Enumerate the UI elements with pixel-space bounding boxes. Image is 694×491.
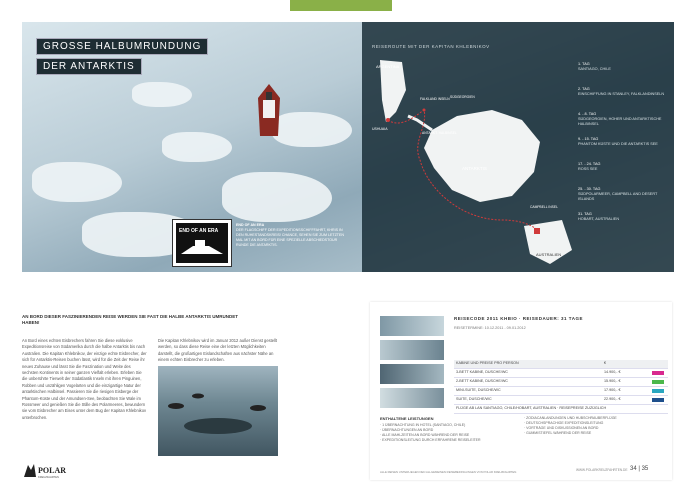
itinerary-day: 25. - 30. TAG: [578, 187, 601, 191]
campbell-marker: [534, 228, 540, 234]
itinerary-text: HOBART, AUSTRALIEN: [578, 217, 620, 221]
itinerary-text: SANTIAGO, CHILE: [578, 67, 611, 71]
itinerary-day: 9. - 15. TAG: [578, 137, 599, 141]
promo-description: DER FLAGSCHIFF DER EXPEDITIONSSCHIFFFAHRT, KHRIS IN DEN RUHESTANDSKREIS! CHANCE, SEHEN SIE ZUM LETZTEN MAL MIT AN BORD FÜR EINE SPEZIELLE ABSCHIEDSTOUR RUNDE DIE ANTARKTIS.: [236, 228, 344, 247]
price-row: [454, 369, 668, 378]
included-item: · ZODIACANLANDUNGEN UND HUBSCHRAUBERFLÜGE: [524, 416, 617, 420]
itinerary-stop: [578, 137, 668, 147]
price-color-swatch: [652, 389, 664, 393]
article-body-col2: Die Kapitan Khlebnikov wird im Januar 2012 außer Dienst gestellt werden, so dass diese Reise eine der letzten Möglichkeiten darstellt, die großartigen Eislandschaften aus nächster Nähe an einem echten Eisbrecher zu erleben.: [158, 338, 278, 363]
thumb-photo-1: [380, 316, 444, 336]
price-table: [454, 360, 668, 414]
price-value: 22.900,- €: [604, 397, 621, 401]
label-argentina: ARGENTINA: [376, 64, 400, 69]
itinerary-text: EINSCHIFFUNG IN STANLEY, FALKLANDINSELN: [578, 92, 665, 96]
route-map: [362, 50, 572, 270]
itinerary-stop: [578, 212, 668, 222]
itinerary-day: 1. TAG: [578, 62, 590, 66]
price-cabin: SUITE, DUSCHE/WC: [456, 397, 492, 401]
included-list-right: [524, 416, 664, 436]
article-lead: AN BORD DIESER FASZINIERENDEN REISE WERDEN SIE FAST DIE HALBE ANTARKTIS UMRUNDET HABEN!: [22, 314, 239, 325]
whale-photo: [158, 366, 278, 456]
itinerary-text: SÜDGEORGIEN, HOHER UND ANTARKTISCHE HALBINSEL: [578, 117, 662, 126]
included-list-left: [380, 423, 520, 443]
hero-title-line-2: DER ANTARKTIS: [36, 58, 142, 75]
price-table-header: [454, 360, 668, 369]
label-peninsula: ANTARKT. HALBINSEL: [422, 131, 457, 135]
price-row: [454, 396, 668, 405]
itinerary-stop: [578, 112, 668, 127]
logo-text: POLAR: [38, 466, 66, 475]
label-campbell: CAMPBELL INSEL: [530, 205, 558, 209]
hero-title: [36, 38, 208, 78]
price-row: [454, 387, 668, 396]
hero-title-line-1: GROSSE HALBUMRUNDUNG: [36, 38, 208, 55]
booking-card: [370, 302, 672, 480]
falklands-marker: [423, 109, 426, 112]
label-ushuaia: USHUAIA: [372, 127, 388, 131]
footnote: ALLE REISEN UNTERLIEGEN DEN ALLGEMEINEN REISEBEDINGUNGEN VON POLAR KREUZFAHRTEN.: [380, 470, 518, 474]
itinerary-text: PHANTOM KÜSTE UND DIE ANTARKTIS SEE: [578, 142, 658, 146]
included-item: · DEUTSCHSPRACHIGE EXPEDITIONSLEITUNG: [524, 421, 604, 425]
label-australien: AUSTRALIEN: [536, 252, 562, 257]
itinerary-stop: [578, 62, 668, 72]
included-item: · GUMMISTIEFEL WÄHREND DER REISE: [524, 431, 592, 435]
price-footer: FLÜGE AB LAN SANTIAGO, CHILE/HOBART, AUSTRALIEN · REISEPREISE ZUZÜGLICH: [456, 406, 607, 410]
label-antarktis: ANTARKTIS: [462, 166, 487, 171]
price-cabin: MINI-SUITE, DUSCHE/WC: [456, 388, 501, 392]
itinerary-stop: [578, 187, 668, 202]
itinerary-day: 17. - 24. TAG: [578, 162, 601, 166]
website: WWW.POLARKREUZFAHRTEN.DE: [576, 468, 628, 472]
label-falklands: FALKLAND INSELN: [420, 97, 450, 101]
price-cabin: 3-BETT KABINE, DUSCHE/WC: [456, 370, 508, 374]
included-title: ENTHALTENE LEISTUNGEN: [380, 416, 434, 421]
map-caption: REISEROUTE MIT DER KAPITAN KHLEBNIKOV: [372, 44, 490, 49]
logo-subtext: KREUZFAHRTEN: [38, 476, 59, 479]
itinerary-day: 4. - 8. TAG: [578, 112, 597, 116]
price-color-swatch: [652, 371, 664, 375]
card-subheading: REISETERMINE: 10.12.2011 - 09.01.2012: [454, 326, 526, 330]
price-value: 14.900,- €: [604, 370, 621, 374]
itinerary-text: SÜDPOLARMEER, CAMPBELL AND DESERT ISLANDS: [578, 192, 658, 201]
label-suedgeorgien: SÜDGEORGIEN: [450, 95, 475, 99]
thumb-photo-4: [380, 388, 444, 408]
thumb-photo-2: [380, 340, 444, 360]
price-header-cabin: KABINE UND PREISE PRO PERSON: [456, 361, 519, 365]
included-item: · EXPEDITIONSLEITUNG DURCH ERFAHRENE REISELEITER: [380, 438, 481, 442]
included-item: · ÜBERNACHTUNGEN AN BORD: [380, 428, 434, 432]
price-cabin: 2-BETT KABINE, DUSCHE/WC: [456, 379, 508, 383]
price-value: 17.900,- €: [604, 388, 621, 392]
promo-title: END OF AN ERA: [236, 223, 265, 227]
included-item: · 1 ÜBERNACHTUNG IN HOTEL (SANTIAGO, CHILE): [380, 423, 466, 427]
price-header-currency: €: [604, 361, 607, 365]
price-value: 15.900,- €: [604, 379, 621, 383]
itinerary-day: 2. TAG: [578, 87, 590, 91]
hero-image: [22, 22, 674, 272]
antarctica-shape: [424, 110, 540, 202]
card-heading: REISECODE 2011 KHBIO · REISEDAUER: 31 TAGE: [454, 316, 583, 321]
promo-badge: [172, 219, 232, 267]
ushuaia-marker: [386, 118, 390, 122]
price-color-swatch: [652, 380, 664, 384]
thumb-photo-3: [380, 364, 444, 384]
polar-logo: [22, 462, 72, 485]
itinerary-text: ROSS SEE: [578, 167, 598, 171]
itinerary-day: 31. TAG: [578, 212, 592, 216]
section-tab: [290, 0, 392, 11]
itinerary-stop: [578, 162, 668, 172]
price-color-swatch: [652, 398, 664, 402]
included-item: · ALLE MAHLZEITEN AN BORD WÄHREND DER REISE: [380, 433, 470, 437]
itinerary-stop: [578, 87, 668, 97]
article-body-col1: An Bord eines echten Eisbrechers fahren Sie diese exklusive Expeditionsreise von Südamerika durch die halbe Antarktis bis nach Australien. Die Kapitan Khlebnikov, der einzige echte Eisbrecher, der sich für Antarktis-Reisen buchen lässt, wird für die Zeit der Reise ihr neues Zuhause und lässt Sie die Faszination und Weite des sechsten Kontinents in seiner ganzen Vielfalt erleben. Erleben Sie die unberührte Tierwelt der Südatlantik Inseln mit ihren Pinguinen, Robben und unzähligen Vogelarten und die einzigartige Natur der antarktischen Halbinsel. Passieren Sie die riesigen Eisberge der Phantom-Küste und der Amundsen-See, beobachten Sie Wale im Rossmeer und genießen Sie die Stille des Polarmeeres, bewundern sie vom Eisbrecher am Eises unter dem Bug der Kapitan Khlebnikov unterbrochen.: [22, 338, 147, 420]
route-map-panel: [362, 22, 674, 272]
included-item: · VORTRÄGE UND DISKUSSIONEN AN BORD: [524, 426, 599, 430]
price-row: [454, 378, 668, 387]
icebreaker-ship: [254, 84, 284, 139]
australia-shape: [524, 220, 572, 264]
page-number: 34 | 35: [630, 466, 649, 472]
promo-box: [172, 219, 350, 269]
promo-badge-text: END OF AN ERA: [179, 228, 219, 234]
south-america-shape: [380, 60, 406, 122]
